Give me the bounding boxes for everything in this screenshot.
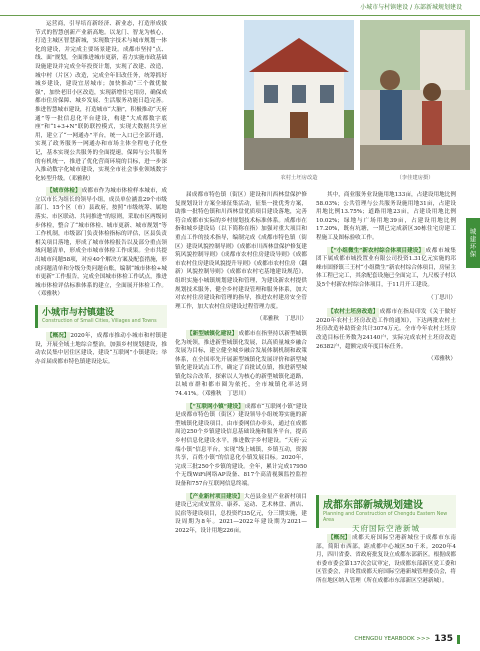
column-3 [316,191,456,370]
footer-text: CHENGDU YEARBOOK >>> [354,636,431,642]
section-lead: 【新型城镇化建设】 [187,330,238,337]
paragraph-village-complex [316,247,456,290]
photo-renovated-house [244,20,354,170]
paragraph-earth-house [316,308,456,351]
section-lead: 【“小组微生”新农村综合体项目建设】 [328,247,424,254]
paragraph: 其中，商业服务业设施用地133亩，占建设用地比例58.03%；公共管理与公共服务设施用地31亩，占建设用地比例13.75%；道路用地23亩，占建设用地比例10.02%；绿地与广场用地39亩，占建设用地比例17.20%，既有坑塘，一期已完成新区30栋住宅房建工程施工及图标验收工作。 [316,192,456,241]
breadcrumb: 小城市与村镇建设 / 东部新城规划建设 [360,4,462,11]
column-1 [35,20,167,370]
section-subtitle: Planning and Construction of Chengdu Eastern New Area [323,512,448,523]
signature: （邓雅秋） [428,356,456,363]
signature: （邓雅秋 丁思川） [256,316,307,323]
house-photo-image [244,20,354,170]
photo-caption: 农村土坯房改造 [280,175,318,181]
section-subtitle: Construction of Small Cities, Villages and Towns [42,319,157,324]
villagers-photo-image [360,20,470,170]
paragraph: 运营商，引导培育新经济、新业态，打造形成拔节式的智慧创新产业新高地。以龙门、智龙为核心，打造主城区智慧新城，实现数字技术与城市规划一体化的建设，并完成主要场景建设。成都市坚持“点、线、面”规划，全面推进城市更新，着力实施市政基础设施建设并完成全年投资计划，实现了改建、改造，城中村（片区）改造，完成全年旧改任务，统筹抓好城乡建设，建设宜居城市；加快推动“三个做优做强”，加快老旧小区改造，实现新增住宅用房，确保成都市住房保障、城乡发展、生活服务功能日趋完善。推进智慧城市建设，打造城市“大脑”，积极推动“天府通”等一批信息化平台建设，构建“大成都数字底座”和“1+3+N”联防联控模式，实现大数据共享应用，建立了“一网通办”平台，统一入口已全部开通，实现了政务服务一网通办和市场主体全程电子化登记，基本实现公共服务的全面提速，保障与公共服务的有机统一，推进了优化营商环境的目标，进一步深入推动数字化城市建设，实现全市社会事业领域数字化转型升级。（邓雅秋） [35,21,167,182]
paragraph-text: 成都市“互联网小镇”建设是成都市特色镇（街区）建设领导小组统筹实施的新型城镇化建设项目，由市委网信办牵头，通过在成都周边250个乡镇建设信息基础设施和服务平台，提高乡村信息化建设水平，推进数字乡村建设。“天府·云端小镇”信息平台，实现“线上城镇，乡镇互动，资源共享，百姓小镇”的信息化小镇发展目标。2020年，完成三批250个乡镇的建设。全年，累计完成17950个无线WiFi网络AP设备、817个高清视频监控监控设备和757台互联网信息终端。 [175,403,307,487]
paragraph-text: 成都市城集团下属成都市城投置业有限公司投资1.31亿元实施的邛崃市固驿镇三王村“小组微生”新农村综合体项目，房屋主体工程已完工，其余配套设施已全面完工，九尺板子村以及5个村新农村综合体项目，于11月开工建设。 [316,247,456,288]
page-footer [354,634,460,644]
paragraph-text: 大邑县金星产业新村项目建设已完成安置房、康养、运动、艺术林盘、酒店、民宿等建设项目，总投资约35亿元，分三期实施，建设周期为8年。2021—2022年建设期为2021—2022年，设计用地226亩。 [175,493,307,534]
section-lead: 【“互联网小镇”建设】 [187,403,244,410]
page-number: 135 [434,634,453,644]
column-3-bottom [316,534,456,590]
paragraph-text: 成都市在指局印发《关于做好2020年农村土坯房改造工作的通知》，下达两批农村土坯房改造补助资金共计3074万元。全市今年农村土坯房改造目标任务数为24140户，实际完成农村土坯房改造26382户，超额完成年度目标任务。 [316,309,456,350]
paragraph-internet-town [175,403,307,489]
paragraph-city-check [35,187,167,299]
side-tab[interactable]: 城建环保 [466,218,480,268]
paragraph-text: 成都市作为城市体检样本城市，成立以市长为组长的领导小组，成员单位涵盖29个市级部门、15个区（市）县政府，按照“市级统筹、属地落实、市区联动、共同推进”的原则，采取市区两级同步体检，整合了“城市体检、城市更新、城市规划”等工作机制，市级部门负责体检指标的评估，区县负责相关项目落地，形成了城市体检报告以及部分重点领域问题清单，形成全市城市体检工作成果。全市共提出城市问题58项，对应40个解决方案及配套措施，形成问题清单和分级分类问题台账，编制“城市体检+城市更新”工作报告，完成全国城市体检工作试点，推进城市体检评估标准体系的建立，全面展开体检工作。（邓雅秋） [35,188,167,298]
section-lead: 【概况】 [47,333,70,339]
paragraph-industry-village [175,493,307,536]
footer-bar [457,635,460,644]
section-lead: 【城市体检】 [47,188,81,195]
paragraph-text: 成都天府国际空港新城位于成都市东南部，简阳市西部，距成都中心城区50千米。2020年4月，四川省委、省政府批复设立成都东部新区。根据成都市委市委会第137次会议审定，设成都东部新区党工委和区管委会，并设置成都天府国际空港新城管理委员会，将所在地区纳入管理（所在成都市东部新区空港新城）。 [316,535,456,584]
photo-block [244,20,470,185]
section-lead: 【概况】 [328,535,351,541]
section-lead: 【产业新村项目建设】 [187,493,243,500]
section-title: 成都东部新城规划建设 [323,500,423,511]
column-2 [175,191,307,540]
paragraph-airport-city [316,534,456,586]
paragraph-text: 2020年，成都市推动小城市和村镇建设，开展全域土地综合整治，加强乡村规划建设，推动农民集中居住区建设，建设“互联网”小镇建设；举办首届成都市特色镇建设论坛。 [35,333,167,365]
photo-villagers [360,20,470,170]
section-banner-small-cities [35,305,167,328]
paragraph-overview [35,332,167,366]
signature: （丁思川） [428,294,456,301]
subsection-heading: 天府国际空港新城 [352,524,420,533]
paragraph-new-urbanization [175,330,307,399]
section-title: 小城市与村镇建设 [42,308,115,318]
paragraph-text: 成都市在指坚持以新型城镇化为统领，推进新型城镇化发展，以高质量城乡融合发展为目标，建立健全城乡融合发展体制机制和政策体系，在全国率先开展新型城镇化发展评价和新型城镇化建设试点工作，确定了首批试点镇，推进新型城镇化综合改革，探索以人为核心的新型城镇化道路，以城市群和都市圈为依托，全市城镇化率达到74.41%。（邓雅秋 丁思川） [175,330,307,398]
photo-caption: （李佳建房摄） [396,175,434,181]
paragraph: 届成都市特色镇（街区）建设和川西林盘保护修复规划设计方案全球征集活动，征集一批优秀方案，助推一批特色镇和川西林盘优质项目建设落地，完善符合成都市实际的乡村规划技术标准体系。成都市在指和城乡建设局（以下简称在指）加强对重大项目和重点工作的技术指导，编制完成《成都市特色镇（街区）建设风貌控制导则》《成都市川西林盘保护修复建筑风貌控制导则》《成都市农村住房建设导则》《成都市农村住房建设风貌提升导则》《成都市农村住房（翻新）风貌控制导则》《成都市农村宅基地建设规范》，组织实施小城镇规划建设和管理，为建设新农村提供规划技术服务，健全乡村建设管理和服务体系，加大对农村住房建设和管理的指导，推进农村建房安全管理工作，加大农村住房建设过程管理力度。 [175,192,307,310]
section-lead: 【农村土坯房改造】 [328,309,379,316]
